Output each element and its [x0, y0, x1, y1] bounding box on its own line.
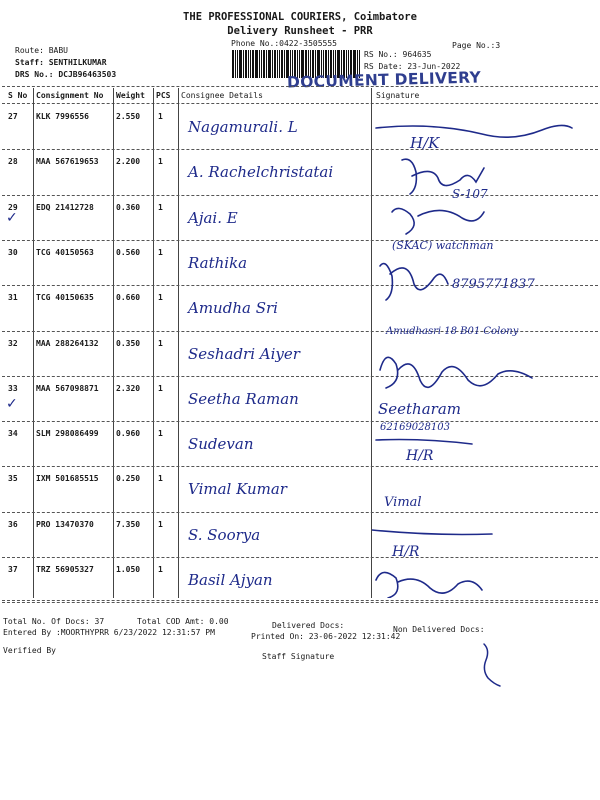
drs-number: DRS No.: DCJB96463503 [15, 70, 117, 79]
barcode-bar [245, 50, 247, 78]
row-pcs: 1 [158, 202, 163, 212]
row-weight: 0.360 [116, 202, 141, 212]
row-weight: 2.200 [116, 157, 141, 167]
total-docs: Total No. Of Docs: 37 [3, 617, 105, 626]
col-consignment: Consignment No [36, 91, 104, 100]
row-weight: 7.350 [116, 519, 141, 529]
barcode-bar [235, 50, 236, 78]
barcode-bar [284, 50, 285, 78]
row-pcs: 1 [158, 338, 163, 348]
row-pcs: 1 [158, 247, 163, 257]
svg-text:H/R: H/R [392, 544, 420, 560]
row-consignment: MAA 567098871 [36, 383, 99, 393]
col-divider [178, 88, 179, 598]
row-weight: 0.660 [116, 293, 141, 303]
row-consignee-handwritten: Nagamurali. L [188, 118, 298, 136]
row-consignment: SLM 298086499 [36, 429, 99, 439]
row-consignee-handwritten: Rathika [188, 253, 248, 272]
barcode-bar [274, 50, 276, 78]
row-weight: 0.350 [116, 338, 141, 348]
signature-scribbles [372, 108, 598, 598]
document-delivery-stamp: DOCUMENT DELIVERY [286, 68, 482, 92]
row-pcs: 1 [158, 112, 163, 121]
row-pcs: 1 [158, 157, 163, 167]
row-consignee-handwritten: Ajai. E [188, 208, 238, 227]
barcode-bar [248, 50, 249, 78]
row-consignee-handwritten: Amudha Sri [188, 299, 278, 318]
row-pcs: 1 [158, 293, 163, 303]
barcode-bar [243, 50, 244, 78]
row-sno: 32 [8, 338, 18, 348]
row-consignee-handwritten: Basil Ajyan [188, 571, 273, 589]
row-weight: 0.960 [116, 429, 141, 439]
route-label: Route: BABU [15, 46, 68, 55]
non-delivered-docs: Non Delivered Docs: [393, 625, 485, 634]
footer-divider [2, 600, 598, 601]
svg-text:Amudhasri 18 B01 Colony: Amudhasri 18 B01 Colony [386, 326, 519, 337]
row-sno: 34 [8, 429, 18, 439]
printed-on: Printed On: 23-06-2022 12:31:42 [251, 632, 401, 641]
barcode-bar [279, 50, 280, 78]
row-consignment: TRZ 56905327 [36, 565, 94, 574]
total-cod: Total COD Amt: 0.00 [137, 617, 229, 626]
check-mark-icon: ✓ [6, 396, 18, 412]
svg-text:62169028103: 62169028103 [380, 422, 450, 433]
row-sno: 33 [8, 383, 18, 393]
row-pcs: 1 [158, 383, 163, 393]
svg-text:Vimal: Vimal [384, 495, 422, 510]
row-sno: 35 [8, 474, 18, 484]
row-consignment: PRO 13470370 [36, 519, 94, 529]
svg-text:S-107: S-107 [452, 187, 488, 201]
row-sno: 28 [8, 157, 18, 167]
barcode-bar [252, 50, 254, 78]
barcode-bar [272, 50, 273, 78]
col-weight: Weight [116, 91, 145, 100]
svg-text:H/R: H/R [406, 448, 434, 464]
company-name: THE PROFESSIONAL COURIERS, Coimbatore [183, 11, 417, 23]
row-weight: 2.550 [116, 112, 141, 121]
row-consignment: EDQ 21412728 [36, 202, 94, 212]
row-sno: 31 [8, 293, 18, 303]
barcode-bar [259, 50, 260, 78]
col-divider [113, 88, 114, 598]
col-consignee: Consignee Details [181, 91, 263, 100]
barcode-bar [250, 50, 251, 78]
staff-signature-scribble [476, 640, 506, 690]
col-divider [33, 88, 34, 598]
barcode-bar [263, 50, 265, 78]
svg-text:Seetharam: Seetharam [378, 400, 461, 418]
row-pcs: 1 [158, 429, 163, 439]
row-sno: 29 [8, 202, 18, 212]
row-consignment: IXM 501685515 [36, 474, 99, 484]
runsheet-title: Delivery Runsheet - PRR [227, 25, 373, 37]
row-consignment: TCG 40150635 [36, 293, 94, 303]
row-divider [2, 602, 598, 603]
col-signature: Signature [376, 91, 420, 100]
row-consignment: KLK 7996556 [36, 112, 89, 121]
row-consignee-handwritten: Seshadri Aiyer [188, 344, 300, 363]
row-sno: 37 [8, 565, 18, 574]
row-sno: 27 [8, 112, 18, 121]
barcode-bar [255, 50, 258, 78]
row-consignee-handwritten: A. Rachelchristatai [188, 163, 334, 182]
entered-by: Entered By :MOORTHYPRR 6/23/2022 12:31:57 PM [3, 628, 215, 637]
row-consignee-handwritten: Sudevan [188, 435, 254, 454]
barcode-bar [268, 50, 271, 78]
svg-text:8795771837: 8795771837 [452, 277, 535, 292]
row-consignment: MAA 567619653 [36, 157, 99, 167]
barcode-bar [266, 50, 267, 78]
delivered-docs: Delivered Docs: [272, 621, 345, 630]
rs-number: RS No.: 964635 [364, 50, 432, 59]
col-pcs: PCS [156, 91, 171, 100]
row-consignee-handwritten: Vimal Kumar [188, 480, 287, 499]
row-pcs: 1 [158, 519, 163, 529]
page-number: Page No.:3 [452, 41, 501, 50]
barcode-bar [239, 50, 242, 78]
row-consignee-handwritten: Seetha Raman [188, 389, 299, 408]
row-consignment: TCG 40150563 [36, 247, 94, 257]
svg-text:(SKAC) watchman: (SKAC) watchman [392, 239, 494, 252]
barcode-bar [261, 50, 262, 78]
barcode-bar [232, 50, 234, 78]
staff-signature-label: Staff Signature [262, 652, 335, 661]
row-consignment: MAA 288264132 [36, 338, 99, 348]
barcode-bar [237, 50, 238, 78]
row-pcs: 1 [158, 474, 163, 484]
row-sno: 30 [8, 247, 18, 257]
barcode-bar [281, 50, 283, 78]
row-weight: 0.250 [116, 474, 141, 484]
col-sno: S No [8, 91, 28, 100]
check-mark-icon: ✓ [6, 210, 18, 226]
row-weight: 2.320 [116, 383, 141, 393]
row-consignee-handwritten: S. Soorya [188, 525, 261, 544]
rs-date: RS Date: 23-Jun-2022 [364, 62, 461, 71]
svg-text:H/K: H/K [410, 134, 440, 152]
verified-by: Verified By [3, 646, 56, 655]
header-top-divider [2, 86, 598, 87]
row-sno: 36 [8, 519, 18, 529]
phone-number: Phone No.:0422-3505555 [231, 39, 337, 48]
barcode-bar [277, 50, 278, 78]
row-pcs: 1 [158, 565, 163, 574]
col-divider [153, 88, 154, 598]
staff-label: Staff: SENTHILKUMAR [15, 58, 107, 67]
header-bottom-divider [2, 103, 598, 104]
row-weight: 0.560 [116, 247, 141, 257]
row-weight: 1.050 [116, 565, 141, 574]
